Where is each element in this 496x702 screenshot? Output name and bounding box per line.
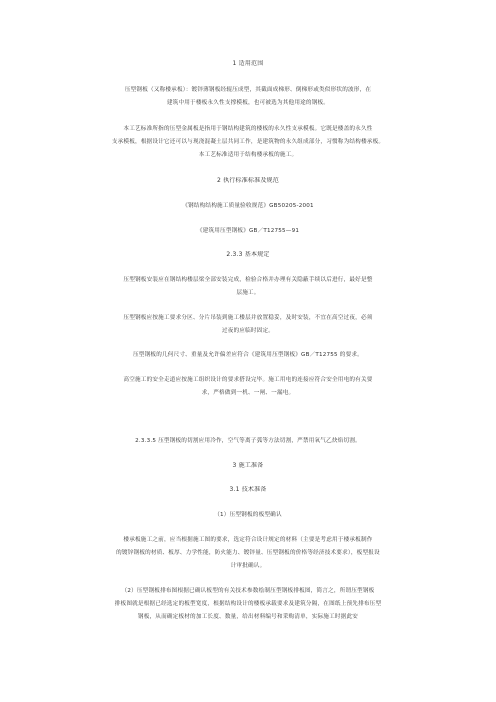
paragraph-line: 过夜的应临时固定。: [221, 328, 275, 334]
section-heading-preparation: 3 施工准备: [232, 462, 264, 469]
subsection-heading-basic-rules: 2.3.3 基本规定: [226, 251, 270, 258]
paragraph-line: 计审批确认。: [230, 563, 266, 569]
section-heading-standards: 2 执行标准标准及规范: [217, 177, 279, 184]
paragraph-line: 压型钢板安装应在钢结构楼层梁全部安装完成，检验合格并办理有关隐蔽手续以后进行，最好是整: [123, 277, 373, 283]
section-heading-scope: 1 适用范围: [232, 60, 264, 67]
paragraph-line: 压型钢板应按施工要求分区、分片吊装到施工楼层并放置稳妥，及时安装，不宜在高空过夜，必须: [123, 315, 373, 321]
paragraph-line: 排板图就是根据已经选定的板型宽度，根据结构设计的楼板承载要求及建筑分隔，在图纸上预先排布压型: [114, 601, 382, 607]
paragraph-line: 本工艺标准所指的压型金属板是指用于钢结构建筑的楼板的永久性支承模板。它既是楼盖的永久性: [123, 126, 373, 132]
paragraph-line: 支承模板，根据设计它还可以与现浇混凝土层共同工作，是建筑物的永久组成部分，习惯称为结构楼承板。: [111, 139, 385, 145]
standard-reference: 《建筑用压型钢板》GB／T12755—91: [196, 228, 300, 234]
paragraph-line: 楼承板施工之前，应当根据施工图的要求，选定符合设计规定的材料（主要是考虑用于楼承板制作: [123, 537, 373, 543]
paragraph-line: 高空施工的安全走道应按施工组织设计的要求搭设完毕。施工用电的连接应符合安全用电的有关要: [123, 377, 373, 383]
item-heading-board-type: （1）压型钢板的板型确认: [214, 512, 282, 518]
paragraph-line: 压型钢板（又称楼承板）：镀锌薄钢板经辊压成型，其截面成梯形、倒梯形或类似形状的波形，在: [124, 87, 372, 93]
paragraph-line: 本工艺标准适用于结构楼承板的施工。: [198, 152, 298, 158]
paragraph-line: 求，严格做到一机、一闸、一漏电。: [201, 390, 295, 396]
subsection-heading-technical-prep: 3.1 技术准备: [229, 486, 267, 493]
paragraph-line: 钢板，从而确定板材的加工长度、数量，给出材料编号和采购清单，实际施工时据此安: [137, 614, 359, 620]
standard-reference: 《钢结构结构施工质量验收规范》GB50205-2001: [182, 203, 314, 209]
paragraph-line: 压型钢板的几何尺寸、重量及允许偏差应符合《建筑用压型钢板》GB／T12755 的要求。: [133, 352, 363, 358]
paragraph-line: 的镀锌钢板的材质、板厚、力学性能，防火能力、镀锌量、压型钢板的价格等经济技术要求），板型报设: [116, 550, 380, 556]
paragraph-line: 层施工。: [236, 290, 260, 296]
paragraph-line: 2.3.3.5 压型钢板的切割应用冷作，空气等离子弧等方法切割，严禁用氧气乙炔焰切割。: [135, 438, 361, 444]
paragraph-line: （2）压型钢板排布图根据已确认板型的有关技术参数绘制压型钢板排板图，简言之，所谓压型钢板: [121, 588, 375, 594]
paragraph-line: 建筑中用于楼板永久性支撑模板，也可被选为其他用途的钢板。: [166, 100, 330, 106]
